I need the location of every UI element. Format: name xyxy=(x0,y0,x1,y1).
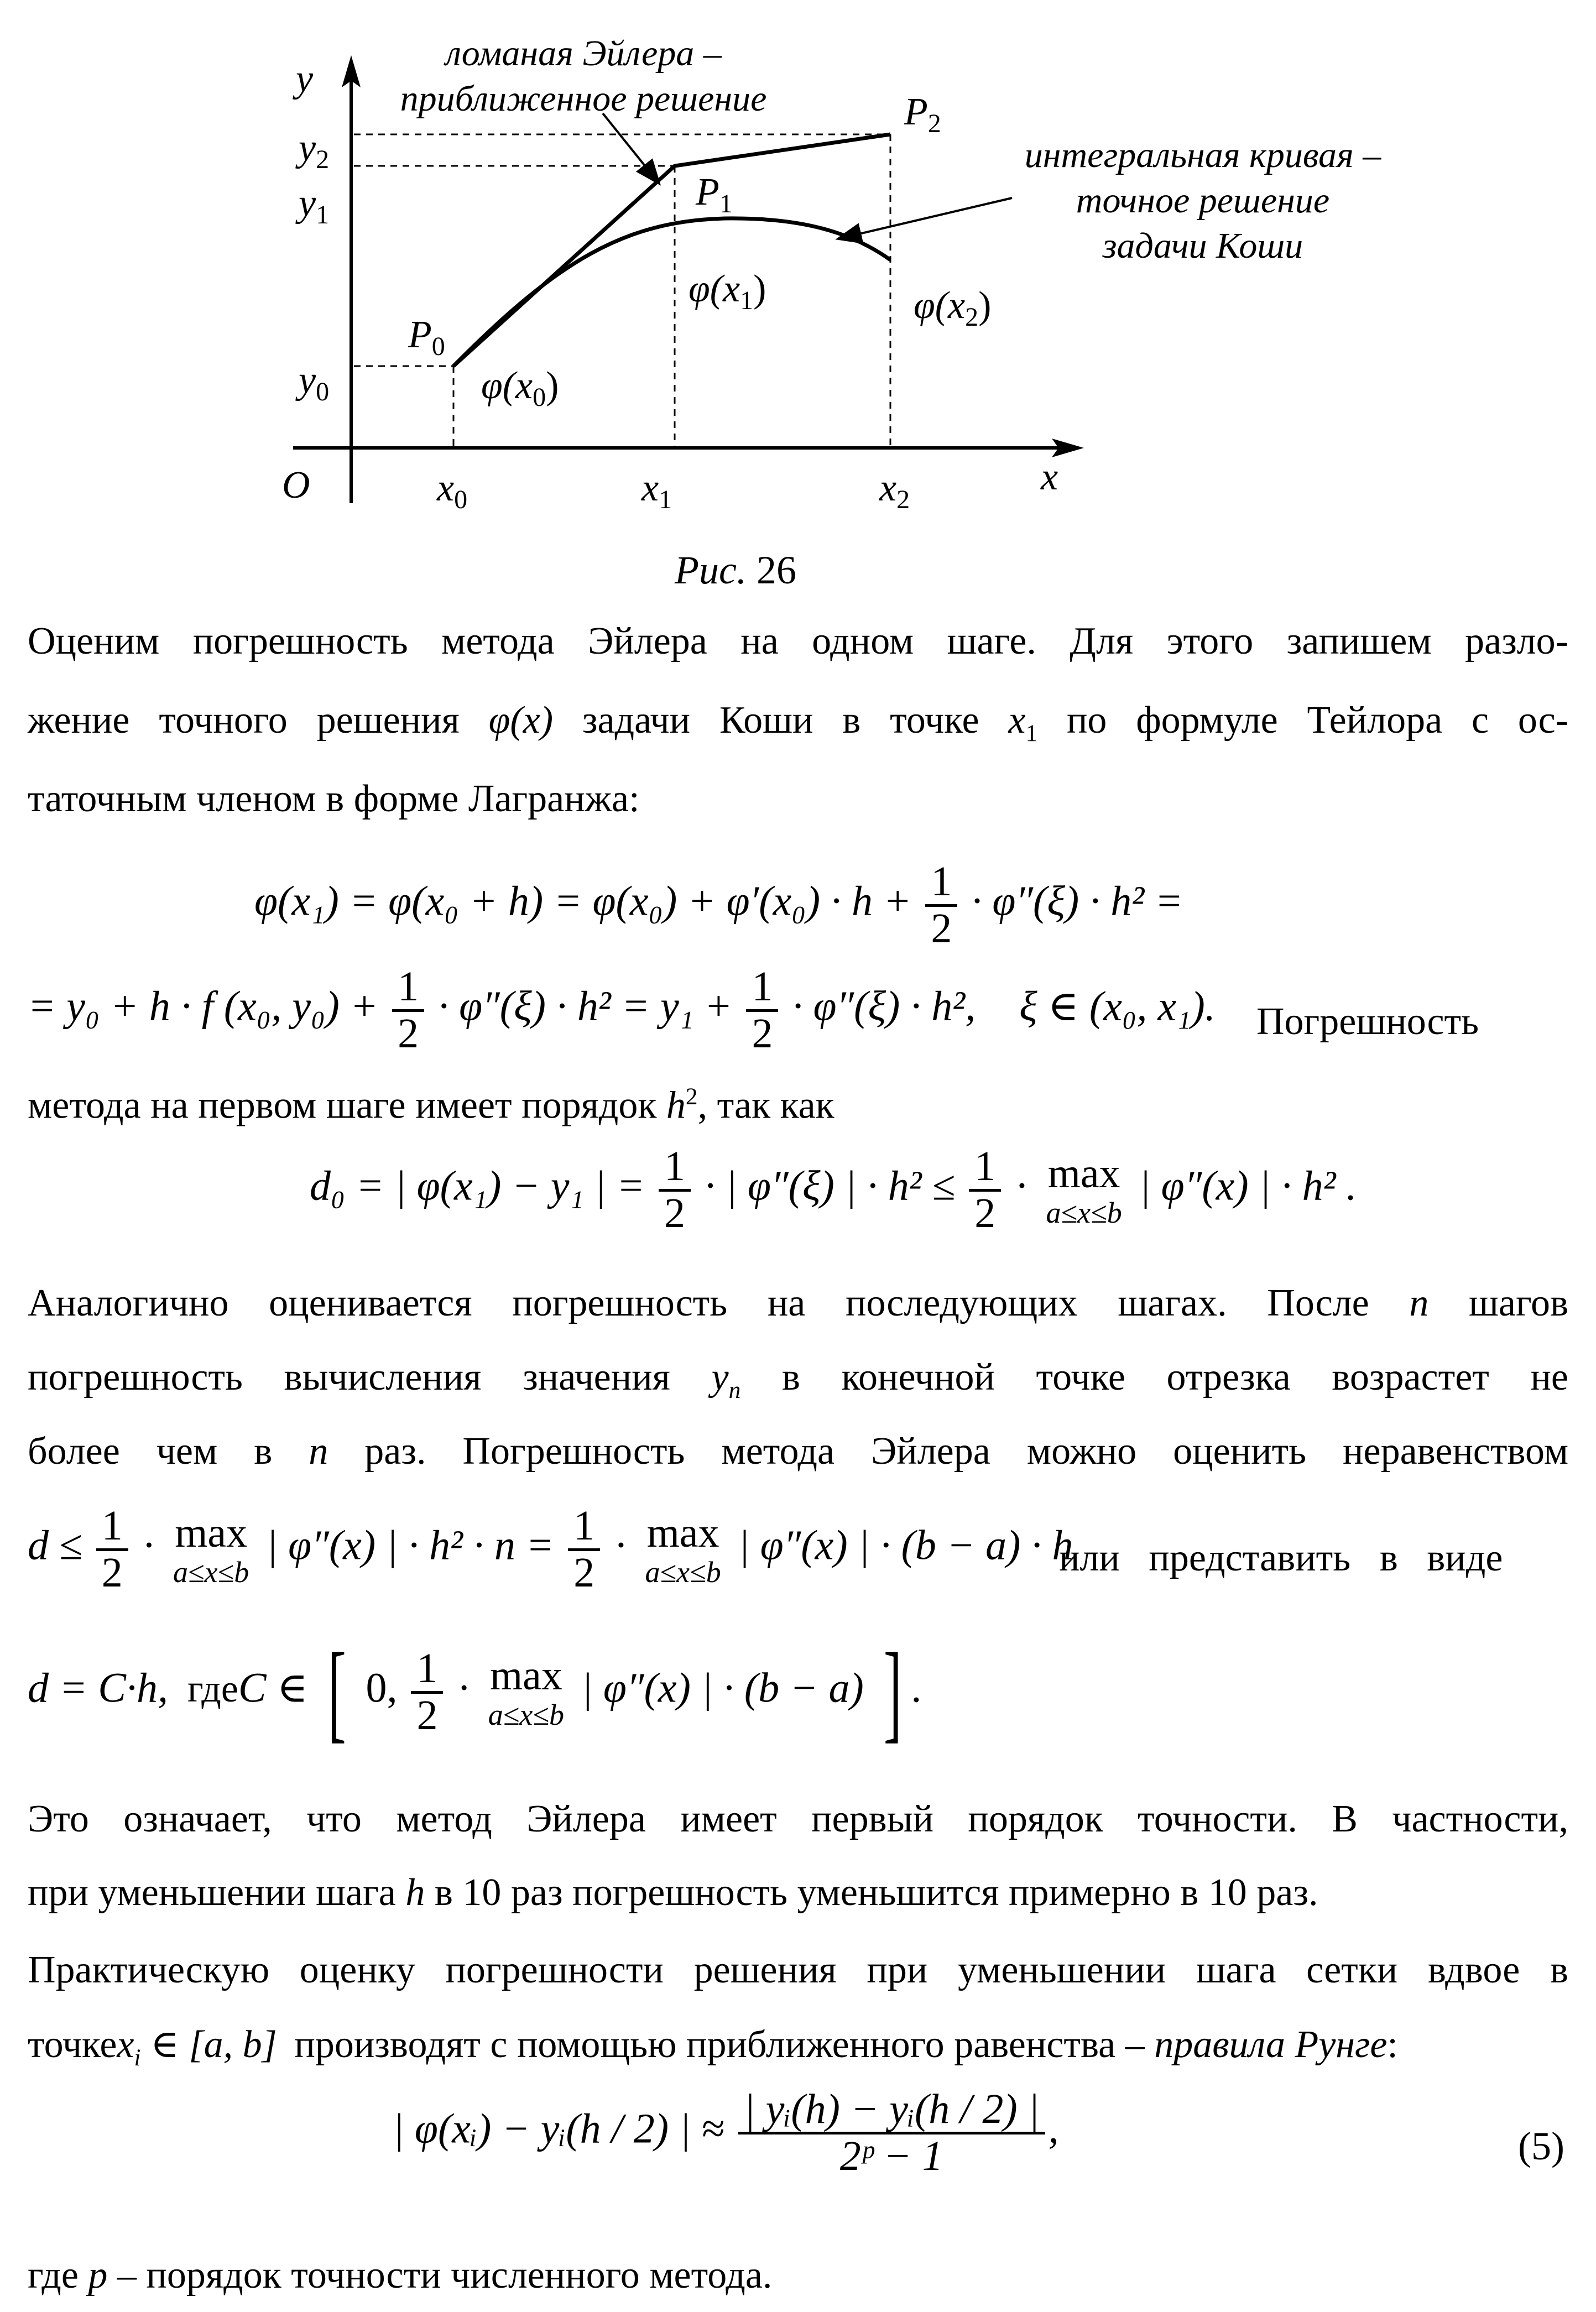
paragraph-5-line-1: Практическую оценку погрешности решения при уменьшении шага сетки вдвое в xyxy=(28,1949,1568,1991)
paragraph-1-line-1: Оценим погрешность метода Эйлера на одном шаге. Для этого запишем разло- xyxy=(28,620,1568,662)
tick-y0: $y_0$ xyxy=(299,359,330,406)
paragraph-3-line-2: погрешность вычисления значения $y_n$ в конечной точке отрезка возрастет не xyxy=(28,1356,1568,1403)
paragraph-5-line-2: точкеx$_i$ ∈ [a, b] производят с помощью приближенного равенства – правила Рунге: xyxy=(28,2023,1398,2071)
euler-polyline xyxy=(453,134,890,366)
paragraph-6: где p – порядок точности численного метода. xyxy=(28,2254,773,2297)
paragraph-1-line-3: таточным членом в форме Лагранжа: xyxy=(28,777,640,820)
paragraph-4-line-2: при уменьшении шага h в 10 раз погрешность уменьшится примерно в 10 раз. xyxy=(28,1871,1318,1914)
equation-number: (5) xyxy=(1518,2124,1564,2168)
equation-taylor-2: = y₀ + h · f (x₀, y₀) + $\frac{1}{2}$ · φ″(ξ) · h² = y₁ + $\frac{1}{2}$ · φ″(ξ) · h², ξ ∈ (x₀, x₁). xyxy=(28,963,1216,1057)
paragraph-4-line-1: Это означает, что метод Эйлера имеет первый порядок точности. В частности, xyxy=(28,1798,1568,1840)
euler-annotation-line2: приближенное решение xyxy=(400,79,767,119)
phi-x1-label: $\varphi(x_1)$ xyxy=(689,268,766,315)
caption-label: Рис. xyxy=(675,548,747,592)
equation-taylor-1: φ(x₁) = φ(x₀ + h) = φ(x₀) + φ′(x₀) · h + $\frac{1}{2}$ · φ″(ξ) · h² = xyxy=(254,858,1183,952)
paragraph-2: метода на первом шаге имеет порядок $h^2$, так как xyxy=(28,1083,834,1127)
tick-x1: $x_1$ xyxy=(641,467,672,514)
words-or-represent: или представить в виде xyxy=(1059,1537,1503,1579)
integral-annotation-line2: точное решение xyxy=(1076,180,1330,221)
integral-annotation-arrow xyxy=(838,198,1012,239)
integral-annotation-line1: интегральная кривая – xyxy=(1024,135,1381,175)
caption-number: 26 xyxy=(756,548,796,592)
equation-error-one-step: d₀ = | φ(x₁) − y₁ | = $\frac{1}{2}$ · | φ″(ξ) | · h² ≤ $\frac{1}{2}$ · max a≤x≤b | φ″(x) | · h² . xyxy=(310,1143,1357,1236)
word-pogreshnost: Погрешность xyxy=(1256,1000,1479,1043)
tick-x2: $x_2$ xyxy=(879,467,910,514)
paragraph-3-line-3: более чем в n раз. Погрешность метода Эйлера можно оценить неравенством xyxy=(28,1430,1569,1473)
equation-runge-rule: | φ(xᵢ) − yᵢ(h / 2) | ≈ $\frac{\text{| yᵢ(h) − yᵢ(h / 2) |}}{\text{2ᵖ − 1}}$ , xyxy=(393,2086,1059,2179)
euler-annotation-line1: ломаная Эйлера – xyxy=(445,33,722,74)
phi-x2-label: $\varphi(x_2)$ xyxy=(914,284,992,332)
figure-caption xyxy=(675,547,796,593)
x-axis-label: x xyxy=(1041,456,1058,498)
paragraph-1-line-2: жение точного решения φ(x) задачи Коши в точке $x_1$ по формуле Тейлора с ос- xyxy=(28,699,1568,747)
equation-global-error: d ≤ $\frac{1}{2}$ · max a≤x≤b | φ″(x) | · h² · n = $\frac{1}{2}$ · max a≤x≤b | φ″(x) | · (b − a) · h xyxy=(28,1502,1073,1596)
point-p1: $P_1$ xyxy=(696,171,733,218)
tick-y2: $y_2$ xyxy=(299,127,330,174)
euler-figure xyxy=(0,0,1596,553)
point-p2: $P_2$ xyxy=(904,91,941,138)
integral-annotation-line3: задачи Коши xyxy=(1102,226,1303,266)
tick-y1: $y_1$ xyxy=(299,182,330,229)
integral-curve xyxy=(453,218,890,366)
origin-label: O xyxy=(282,464,310,507)
point-p0: $P_0$ xyxy=(408,314,445,361)
tick-x0: $x_0$ xyxy=(437,467,468,514)
phi-x0-label: $\varphi(x_0)$ xyxy=(481,364,559,412)
y-axis-label: y xyxy=(296,58,314,100)
paragraph-3-line-1: Аналогично оценивается погрешность на последующих шагах. После n шагов xyxy=(28,1282,1569,1324)
equation-c-interval: d = C·h, гдеC ∈ [ 0, $\frac{1}{2}$ · max a≤x≤b | φ″(x) | · (b − a) ] . xyxy=(28,1631,922,1753)
euler-annotation-arrow xyxy=(603,113,659,184)
